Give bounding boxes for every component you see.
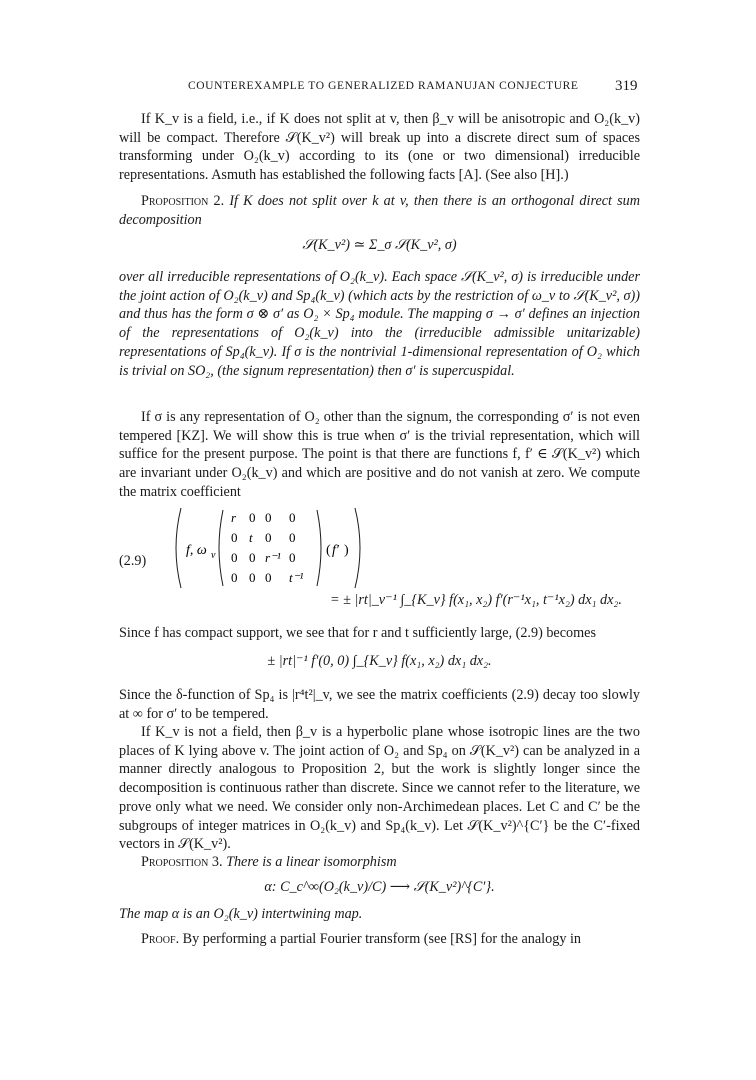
page-number: 319 (615, 78, 638, 94)
proposition-2-label: Proposition 2. (141, 193, 225, 209)
matrix-coefficient-svg (169, 506, 369, 591)
equation-rhs: = ± |rt|_v⁻¹ ∫_{K_v} f(x₁, x₂) f′(r⁻¹x₁, t⁻¹x₂) dx₁ dx₂. (330, 592, 622, 608)
equation-2-9 (119, 506, 659, 596)
matrix-entry: 0 (249, 510, 256, 525)
svg-text:f, ω: f, ω (186, 543, 207, 558)
proof-label: Proof. (141, 931, 180, 947)
paragraph-1-text: If K_v is a field, i.e., if K does not split at v, then β_v will be anisotropic and O₂(k_v) will be compact. Therefore 𝒮(K_v²) will break up into a discrete direct sum of spaces transforming under O₂(k_v) according to its (one or two dimensional) irreducible representations. Asmuth has established the following facts [A]. (See also [H].) (119, 111, 640, 184)
proposition-2 (119, 192, 640, 229)
matrix-entry: 0 (289, 510, 296, 525)
proposition-2-formula: 𝒮(K_v²) ≃ Σ_σ 𝒮(K_v², σ) (302, 237, 457, 253)
proof-start (119, 930, 640, 949)
proposition-3-label: Proposition 3. (141, 854, 223, 870)
proof-text: By performing a partial Fourier transform (see [RS] for the analogy in (182, 931, 581, 947)
paragraph-2: If σ is any representation of O₂ other than the signum, the corresponding σ′ is not even tempered [KZ]. We will show this is true when σ′ is the trivial representation, which will suffice for the present purpose. The point is that there are functions f, f′ ∈ 𝒮(K_v²) which are invariant under O₂(k_v) and which are positive and do not vanish at zero. We compute the matrix coefficient (119, 409, 640, 500)
equation-label: (2.9) (119, 553, 147, 569)
matrix-entry: 0 (265, 530, 272, 545)
matrix-entry: r⁻¹ (265, 550, 281, 565)
proposition-3-formula: α: C_c^∞(O₂(k_v)/C) ⟶ 𝒮(K_v²)^{C′}. (264, 879, 495, 895)
svg-text:(: ( (326, 543, 331, 558)
matrix-entry: 0 (249, 550, 256, 565)
matrix-entry: 0 (265, 510, 272, 525)
paragraph-3: Since f has compact support, we see that for r and t sufficiently large, (2.9) becomes (119, 625, 596, 641)
paragraph-1 (119, 110, 640, 185)
matrix-entry: 0 (289, 550, 296, 565)
matrix-entry: 0 (265, 570, 272, 585)
formula-3: ± |rt|⁻¹ f′(0, 0) ∫_{K_v} f(x₁, x₂) dx₁ dx₂. (267, 653, 492, 669)
proposition-2-continuation: over all irreducible representations of O₂(k_v). Each space 𝒮(K_v², σ) is irreducible under the joint action of O₂(k_v) and Sp₄(k_v) (which acts by the restriction of ω_v to 𝒮(K_v², σ)) and thus has the form σ ⊗ σ′ as O₂ × Sp₄ module. The mapping σ → σ′ defines an injection of the representations of O₂(k_v) into the (irreducible admissible unitarizable) representations of Sp₄(k_v). If σ is the nontrivial 1-dimensional representation of O₂ which is trivial on SO₂, (the signum representation) then σ′ is supercuspidal. (119, 269, 640, 379)
matrix-entry: 0 (289, 530, 296, 545)
matrix-entry: t (249, 530, 253, 545)
proposition-3-continuation: The map α is an O₂(k_v) intertwining map. (119, 906, 363, 922)
paragraph-5: If K_v is not a field, then β_v is a hyperbolic plane whose isotropic lines are the two places of K lying above v. The joint action of O₂ and Sp₄ on 𝒮(K_v²) can be analyzed in a manner directly analogous to Proposition 2, but the work is slightly longer since the decomposition is continuous rather than discrete. Since we cannot refer to the literature, we prove only what we need. We consider only non-Archimedean places. Let C and C′ be the subgroups of integer matrices in O₂(k_v) and Sp₄(k_v). Let 𝒮(K_v²)^{C′} be the C′-fixed vectors in 𝒮(K_v²). (119, 724, 640, 853)
matrix-entry: r (231, 510, 237, 525)
svg-text:f′: f′ (332, 543, 339, 558)
matrix-entry: t⁻¹ (289, 570, 304, 585)
svg-text:v: v (211, 550, 216, 561)
proposition-3-statement: There is a linear isomorphism (226, 854, 397, 870)
paragraph-4: Since the δ-function of Sp₄ is |r⁴t²|_v, we see the matrix coefficients (2.9) decay too slowly at ∞ for σ′ to be tempered. (119, 687, 640, 722)
running-head: COUNTEREXAMPLE TO GENERALIZED RAMANUJAN CONJECTURE (188, 80, 579, 92)
matrix-entry: 0 (231, 550, 238, 565)
proposition-3 (119, 853, 640, 872)
matrix-entry: 0 (249, 570, 256, 585)
proposition-2-statement: If K does not split over k at v, then there is an orthogonal direct sum decomposition (119, 193, 641, 228)
matrix-entry: 0 (231, 570, 238, 585)
svg-text:): ) (344, 543, 349, 558)
matrix-entry: 0 (231, 530, 238, 545)
